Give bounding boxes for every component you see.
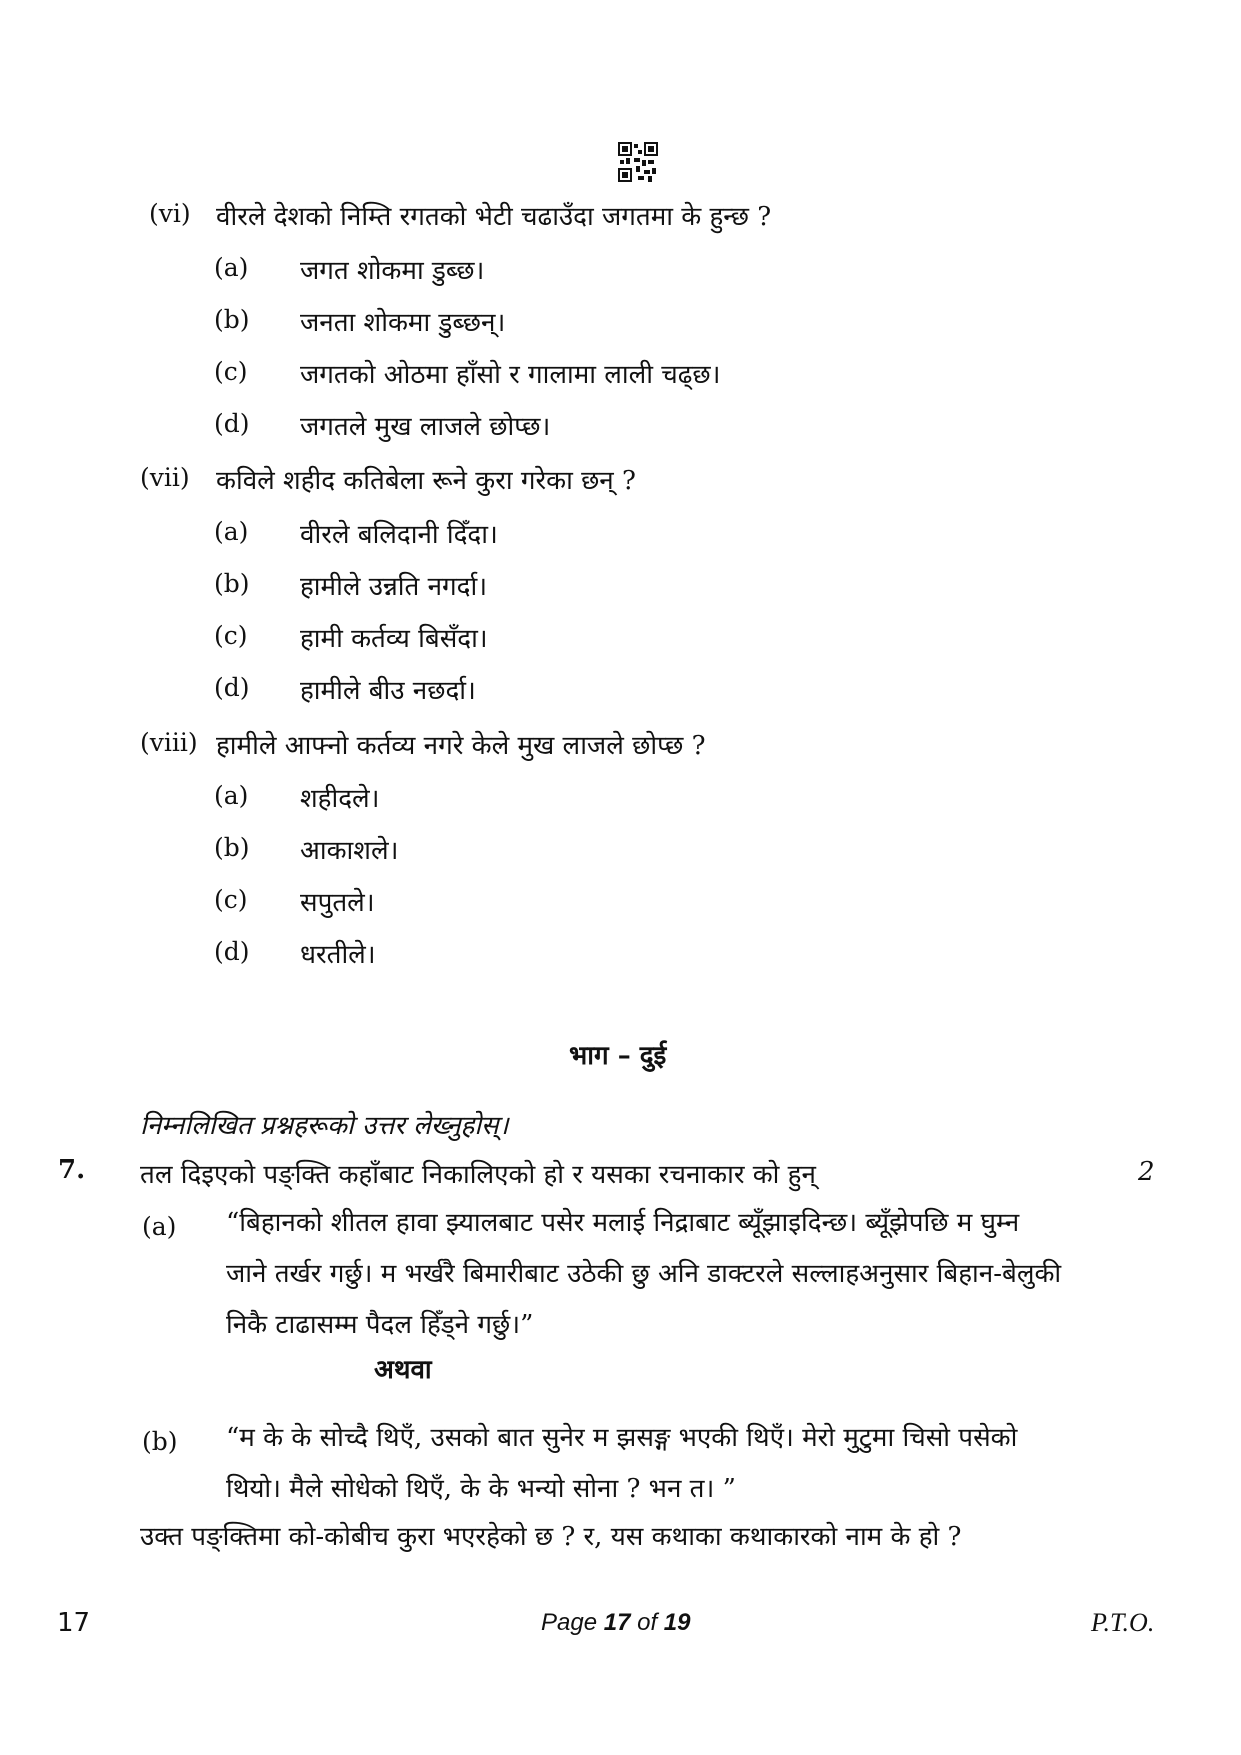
option-label: (a) xyxy=(214,253,249,282)
question-text: तल दिइएको पङ्क्ति कहाँबाट निकालिएको हो र यसका रचनाकार को हुन् xyxy=(140,1160,816,1190)
passage-line: जाने तर्खर गर्छु। म भर्खरै बिमारीबाट उठेकी छु अनि डाक्टरले सल्लाहअनुसार बिहान-बेलुकी xyxy=(226,1259,1062,1289)
pto-label: P.T.O. xyxy=(1091,1608,1155,1637)
option-label: (b) xyxy=(214,305,250,334)
option-label: (d) xyxy=(214,937,250,966)
option-label: (b) xyxy=(142,1427,178,1456)
option-label: (c) xyxy=(214,885,248,914)
option-text: जगत शोकमा डुब्छ। xyxy=(300,256,485,286)
option-text: सपुतले। xyxy=(300,888,375,918)
option-text: जनता शोकमा डुब्छन्। xyxy=(300,308,506,338)
or-text: अथवा xyxy=(374,1355,432,1385)
option-label: (c) xyxy=(214,357,248,386)
instruction-text: निम्नलिखित प्रश्नहरूको उत्तर लेख्नुहोस्। xyxy=(140,1111,509,1141)
option-label: (b) xyxy=(214,569,250,598)
option-label: (d) xyxy=(214,673,250,702)
option-label: (c) xyxy=(214,621,248,650)
page-total: 19 xyxy=(663,1609,691,1636)
question-text: कविले शहीद कतिबेला रूने कुरा गरेका छन् ? xyxy=(216,466,636,496)
option-text: वीरले बलिदानी दिँदा। xyxy=(300,520,498,550)
option-text: जगतको ओठमा हाँसो र गालामा लाली चढ्छ। xyxy=(300,360,721,390)
passage-a xyxy=(226,1198,1061,1351)
question-number: (vii) xyxy=(140,463,190,492)
qr-code-icon xyxy=(618,142,658,182)
page-number: 17 xyxy=(603,1609,631,1636)
passage-b xyxy=(226,1413,1017,1515)
page-indicator xyxy=(541,1609,690,1637)
paper-code: 17 xyxy=(57,1608,91,1638)
option-text: हामीले बीउ नछर्दा। xyxy=(300,676,476,706)
question-number: (viii) xyxy=(140,728,198,757)
passage-line: “म के के सोच्दै थिएँ, उसको बात सुनेर म झसङ्ग भएकी थिएँ। मेरो मुटुमा चिसो पसेको xyxy=(226,1423,1018,1453)
followup-question: उक्त पङ्क्तिमा को-कोबीच कुरा भएरहेको छ ? र, यस कथाका कथाकारको नाम के हो ? xyxy=(140,1522,962,1552)
option-text: हामीले उन्नति नगर्दा। xyxy=(300,572,488,602)
question-number: (vi) xyxy=(149,199,191,228)
section-title: भाग – दुई xyxy=(569,1041,667,1071)
option-text: हामी कर्तव्य बिसँदा। xyxy=(300,624,488,654)
option-label: (a) xyxy=(142,1212,177,1241)
option-text: धरतीले। xyxy=(300,940,376,970)
option-text: शहीदले। xyxy=(300,784,380,814)
passage-line: थियो। मैले सोधेको थिएँ, के के भन्यो सोना ? भन त। ” xyxy=(226,1474,736,1504)
passage-line: “बिहानको शीतल हावा झ्यालबाट पसेर मलाई निद्राबाट ब्यूँझाइदिन्छ। ब्यूँझेपछि म घुम्न xyxy=(226,1208,1020,1238)
option-label: (b) xyxy=(214,833,250,862)
passage-line: निकै टाढासम्म पैदल हिँड्ने गर्छु।” xyxy=(226,1310,534,1340)
question-text: वीरले देशको निम्ति रगतको भेटी चढाउँदा जगतमा के हुन्छ ? xyxy=(216,202,772,232)
option-label: (d) xyxy=(214,409,250,438)
question-number: 7. xyxy=(58,1155,86,1185)
option-text: जगतले मुख लाजले छोप्छ। xyxy=(300,412,551,442)
option-text: आकाशले। xyxy=(300,836,399,866)
option-label: (a) xyxy=(214,781,249,810)
page-of: of xyxy=(630,1609,664,1636)
option-label: (a) xyxy=(214,517,249,546)
question-text: हामीले आफ्नो कर्तव्य नगरे केले मुख लाजले छोप्छ ? xyxy=(216,731,706,761)
page-prefix: Page xyxy=(541,1609,604,1636)
marks: 2 xyxy=(1138,1157,1155,1187)
